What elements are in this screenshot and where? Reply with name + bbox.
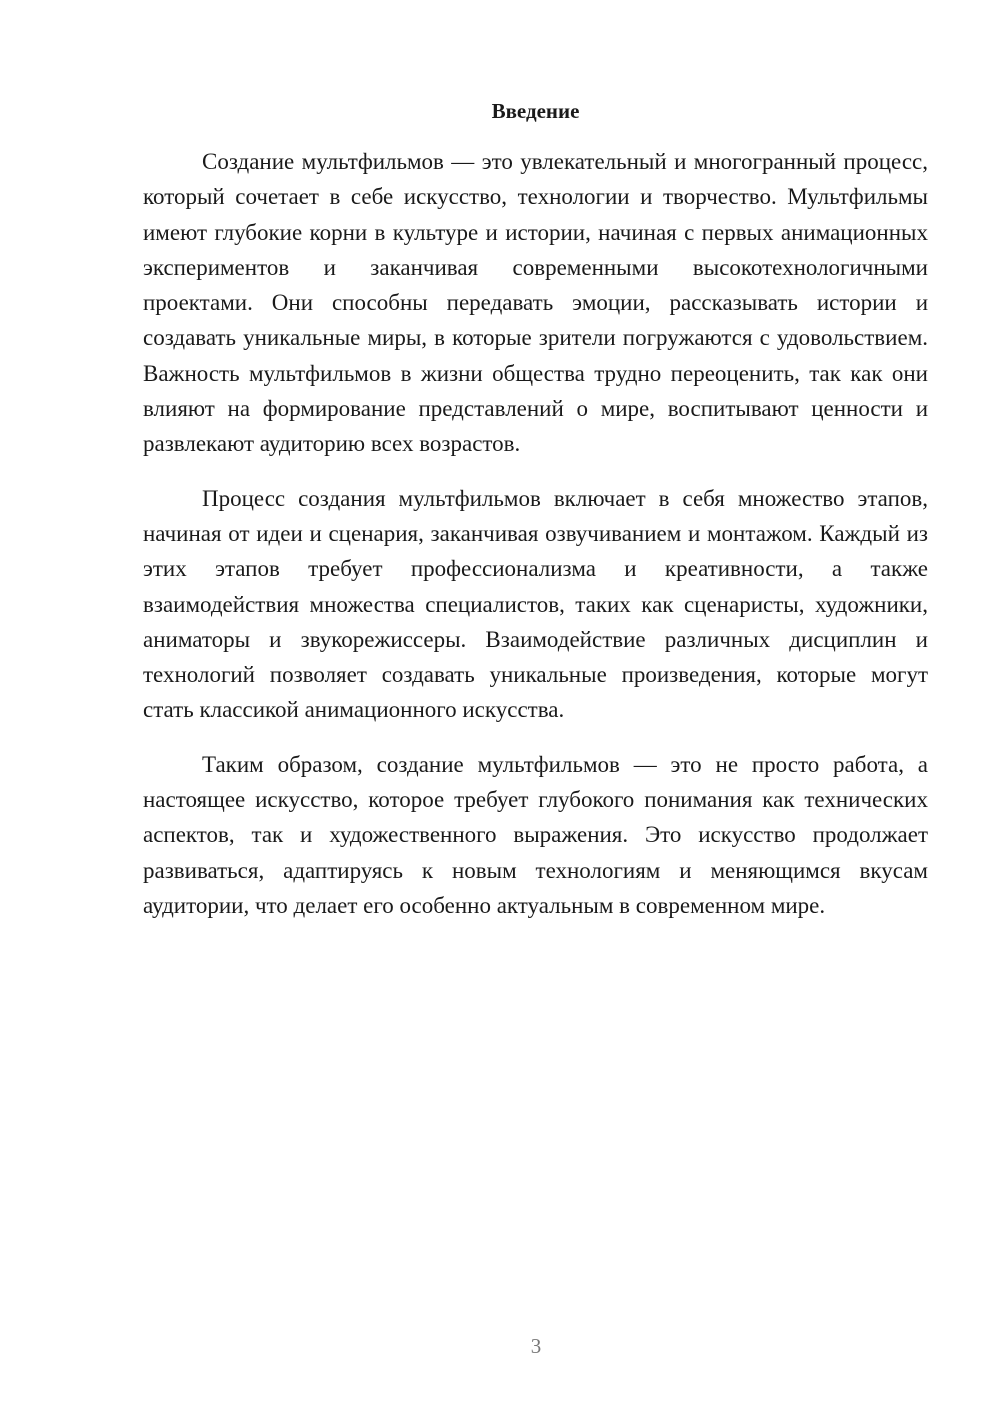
paragraph-2: Процесс создания мультфильмов включает в себя множество этапов, начиная от идеи и сценария, заканчивая озвучиванием и монтажом. Каждый из этих этапов требует профессионализма и креативности, а также взаимодействия множества специалистов, таких как сценаристы, художники, аниматоры и звукорежиссеры. Взаимодействие различных дисциплин и технологий позволяет создавать уникальные произведения, которые могут стать классикой анимационного искусства.: [143, 485, 928, 723]
page-number: 3: [530, 1334, 542, 1358]
paragraph-1: Создание мультфильмов — это увлекательный и многогранный процесс, который сочетает в себе искусство, технологии и творчество. Мультфильмы имеют глубокие корни в культуре и истории, начиная с первых анимационных экспериментов и заканчивая современными высокотехнологичными проектами. Они способны передавать эмоции, рассказывать истории и создавать уникальные миры, в которые зрители погружаются с удовольствием. Важность мультфильмов в жизни общества трудно переоценить, так как они влияют на формирование представлений о мире, воспитывают ценности и развлекают аудиторию всех возрастов.: [143, 149, 928, 457]
section-title: Введение: [491, 99, 580, 123]
paragraph-3: Таким образом, создание мультфильмов — это не просто работа, а настоящее искусство, которое требует глубокого понимания как технических аспектов, так и художественного выражения. Это искусство продолжает развиваться, адаптируясь к новым технологиям и меняющимся вкусам аудитории, что делает его особенно актуальным в современном мире.: [143, 751, 928, 918]
page-content: [143, 92, 928, 923]
